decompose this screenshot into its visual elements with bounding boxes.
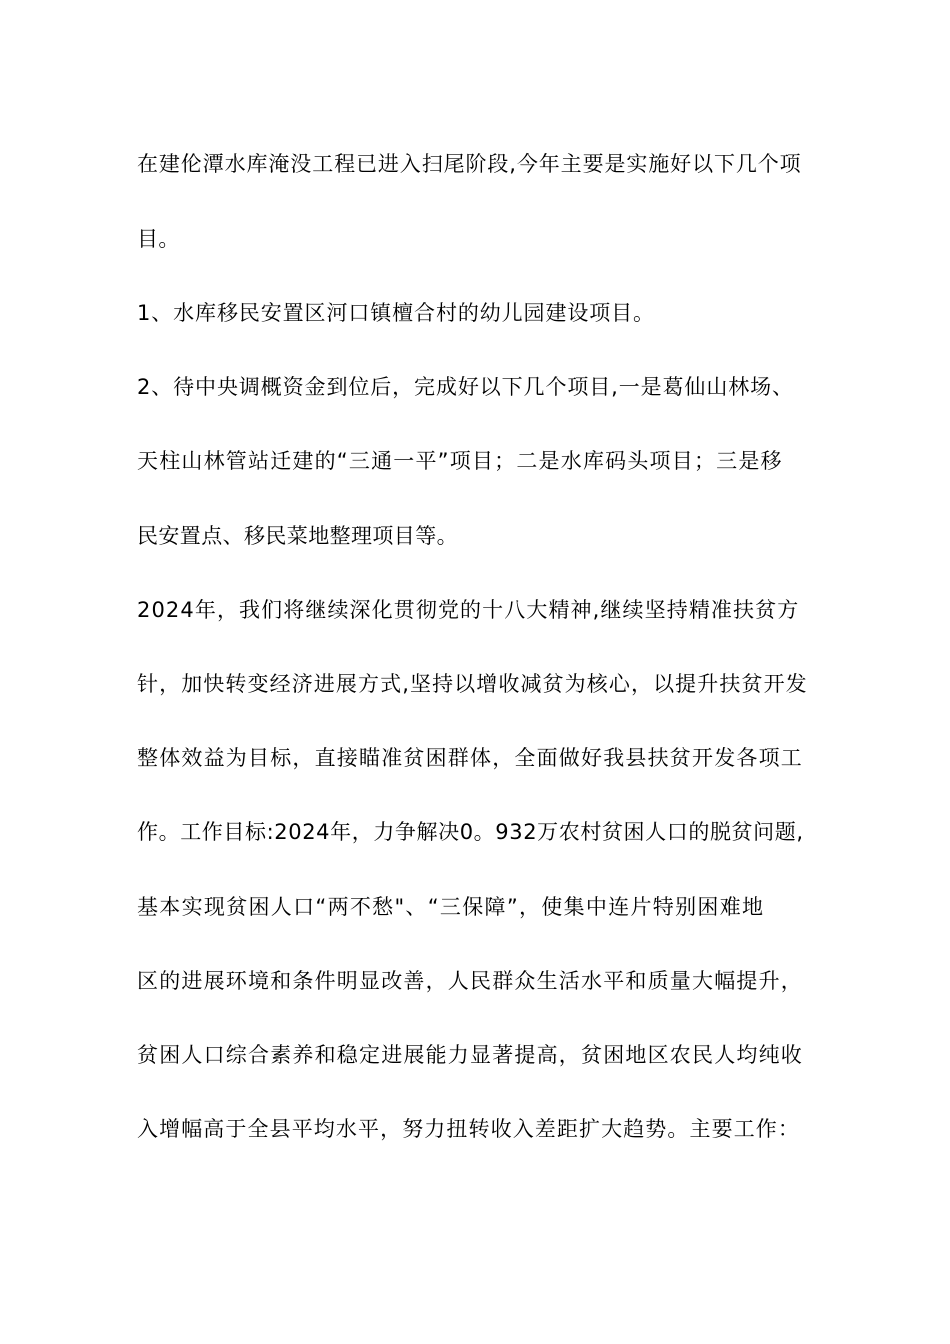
text-line: 作。工作目标:2024年，力争解决0。932万农村贫困人口的脱贫问题, (137, 820, 804, 844)
text-line: 入增幅高于全县平均水平，努力扭转收入差距扩大趋势。主要工作： (137, 1117, 800, 1141)
text-line: 针，加快转变经济进展方式,坚持以增收减贫为核心，以提升扶贫开发 (137, 672, 808, 696)
text-line: 贫困人口综合素养和稳定进展能力显著提高，贫困地区农民人均纯收 (137, 1043, 803, 1067)
text-line: 区的进展环境和条件明显改善，人民群众生活水平和质量大幅提升， (137, 969, 803, 993)
text-line: 目。 (137, 227, 180, 251)
text-line: 基本实现贫困人口“两不愁"、“三保障”，使集中连片特别困难地 (137, 895, 765, 919)
text-line: 1、水库移民安置区河口镇檀合村的幼儿园建设项目。 (137, 301, 655, 325)
text-line: 整体效益为目标，直接瞄准贫困群体，全面做好我县扶贫开发各项工 (137, 746, 803, 770)
text-line: 天柱山林管站迁建的“三通一平”项目；二是水库码头项目；三是移 (137, 449, 783, 473)
text-line: 2024年，我们将继续深化贯彻党的十八大精神,继续坚持精准扶贫方 (137, 598, 800, 622)
text-line: 民安置点、移民菜地整理项目等。 (137, 524, 458, 548)
text-line: 在建伦潭水库淹没工程已进入扫尾阶段,今年主要是实施好以下几个项 (137, 152, 802, 176)
text-line: 2、待中央调概资金到位后，完成好以下几个项目,一是葛仙山林场、 (137, 375, 794, 399)
